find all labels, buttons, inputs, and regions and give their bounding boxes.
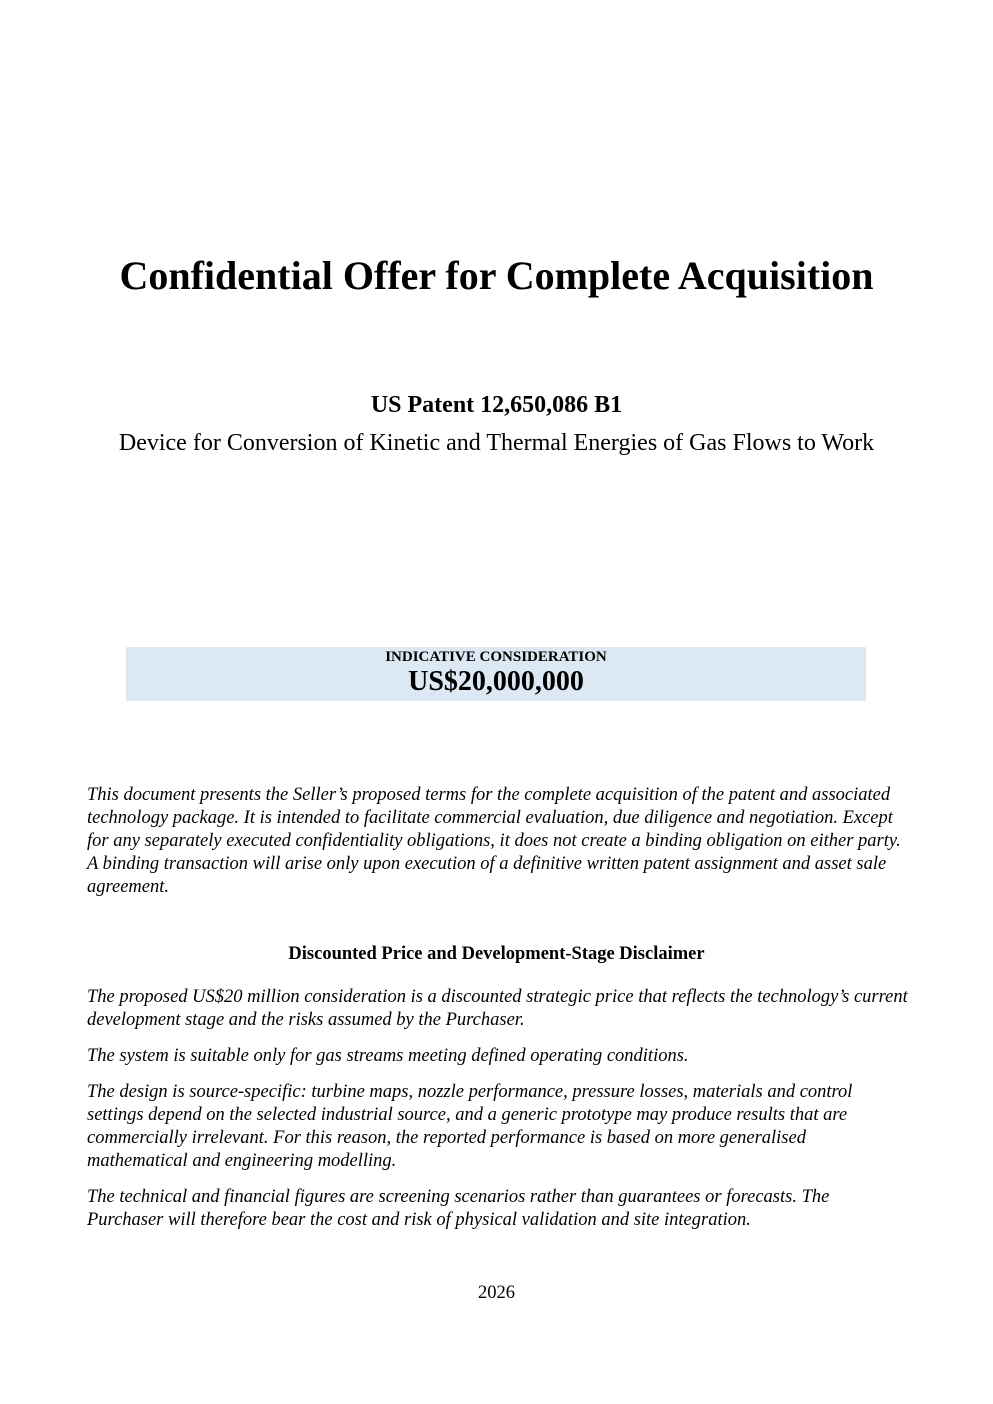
- document-year: 2026: [478, 1283, 515, 1303]
- document-title: Confidential Offer for Complete Acquisition: [119, 253, 874, 298]
- consideration-label: INDICATIVE CONSIDERATION: [385, 649, 607, 665]
- intro-paragraph: This document presents the Seller’s proposed terms for the complete acquisition of the patent and associated technology package. It is intended to facilitate commercial evaluation, due diligence and negotiation. Except for any separately executed confidentiality obligations, it does not create a binding obligation on either party. A binding transaction will arise only upon execution of a definitive written patent assignment and asset sale agreement.: [87, 785, 901, 897]
- consideration-box: [126, 647, 866, 701]
- disclaimer-heading: Discounted Price and Development-Stage Disclaimer: [288, 944, 705, 964]
- disclaimer-paragraph: The technical and financial figures are screening scenarios rather than guarantees or forecasts. The Purchaser will therefore bear the cost and risk of physical validation and site integration.: [87, 1187, 830, 1230]
- patent-number: US Patent 12,650,086 B1: [370, 392, 623, 418]
- patent-title: Device for Conversion of Kinetic and Thermal Energies of Gas Flows to Work: [118, 430, 875, 456]
- disclaimer-paragraph: The design is source-specific: turbine maps, nozzle performance, pressure losses, materials and control settings depend on the selected industrial source, and a generic prototype may produce results that are commercially irrelevant. For this reason, the reported performance is based on more generalised mathematical and engineering modelling.: [87, 1082, 853, 1171]
- disclaimer-paragraph: The proposed US$20 million consideration is a discounted strategic price that reflects the technology’s current development stage and the risks assumed by the Purchaser.: [87, 987, 908, 1030]
- disclaimer-paragraph: The system is suitable only for gas streams meeting defined operating conditions.: [87, 1046, 689, 1066]
- disclaimer-body: [87, 986, 909, 1245]
- consideration-value: US$20,000,000: [408, 666, 584, 697]
